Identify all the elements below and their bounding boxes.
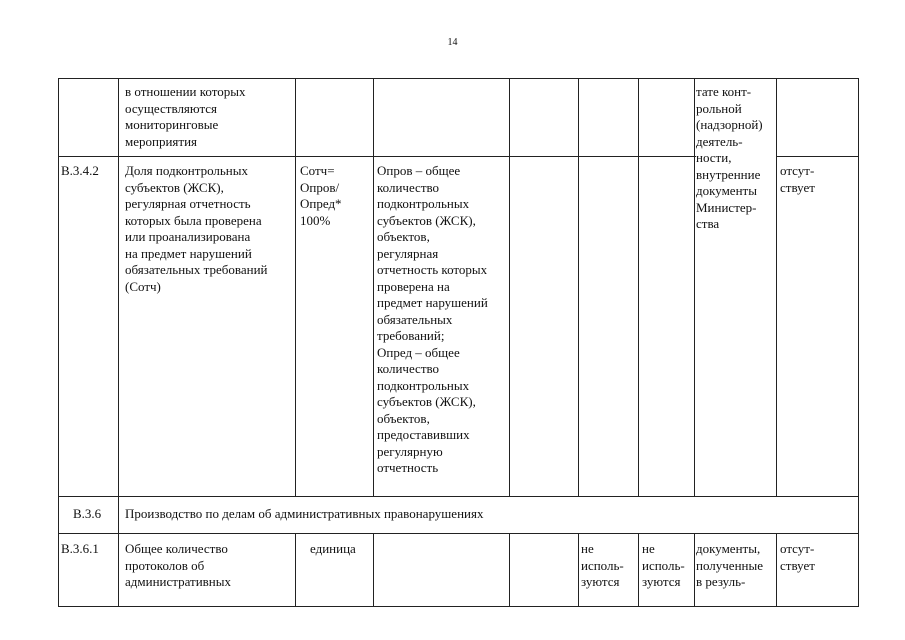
text-line: регулярную [377,443,443,459]
table-rule [776,533,777,607]
col6-cell [581,541,624,591]
text-line: Опред – общее [377,344,460,360]
text-line: административных [125,574,231,589]
table-rule [58,533,859,534]
table-rule [776,78,777,496]
row-code: В.3.4.2 [61,163,99,178]
text-line: зуются [581,574,620,589]
text-line: отсут- [780,541,815,556]
unit-cell: единица [310,541,356,556]
row-code: В.3.6 [73,506,102,521]
source-cell [696,541,763,591]
continuation-name-cell [125,84,246,150]
text-line: мониторинговые [125,117,219,132]
text-line: не [581,541,594,556]
text-line: ствует [780,179,815,195]
text-line: в отношении которых [125,84,246,99]
text-line: ствует [780,557,815,573]
text-line: исполь- [642,557,685,573]
text-line: субъектов (ЖСК), [125,179,224,195]
text-line: субъектов (ЖСК), [377,394,476,409]
table-rule [58,496,859,497]
table-rule [118,78,119,607]
table-rule [858,78,859,607]
text-line: в резуль- [696,574,746,589]
table-rule [373,78,374,496]
text-line: внутренние [696,166,761,182]
text-line: Опров/ [300,179,340,195]
text-line: Общее количество [125,541,228,556]
text-line: отчетность которых [377,262,488,277]
text-line: (надзорной) [696,117,763,132]
text-line: проверена на [377,278,450,294]
table-rule [638,78,639,496]
col7-cell [642,541,685,591]
text-line: отсут- [780,163,815,178]
text-line: 100% [300,212,331,228]
status-cell [780,163,815,196]
indicator-name-cell [125,163,267,295]
text-line: ства [696,216,720,231]
text-line: Министер- [696,199,757,215]
text-line: регулярная отчетность [125,196,251,211]
table-rule [578,533,579,607]
table-rule [295,78,296,496]
text-line: объектов, [377,410,430,426]
table-rule [58,78,859,79]
text-line: обязательных требований [125,262,268,277]
table-rule [58,78,59,607]
table-rule [638,533,639,607]
text-line: подконтрольных [377,377,470,393]
table-rule [58,606,859,607]
text-line: подконтрольных [377,196,470,211]
text-line: не [642,541,655,556]
table-rule [694,533,695,607]
page-number: 14 [447,37,458,48]
text-line: которых была проверена [125,212,262,228]
text-line: (Сотч) [125,278,161,294]
table-rule [777,156,859,157]
text-line: Опров – общее [377,163,461,178]
text-line: Доля подконтрольных [125,163,248,178]
text-line: количество [377,179,440,195]
text-line: на предмет нарушений [125,245,252,261]
indicators-table [58,78,859,607]
table-rule [694,78,695,496]
text-line: субъектов (ЖСК), [377,212,476,228]
table-rule [58,156,696,157]
definition-cell [377,163,488,477]
text-line: предмет нарушений [377,295,488,310]
text-line: или проанализирована [125,229,251,244]
formula-cell [300,163,342,229]
text-line: регулярная [377,245,439,261]
text-line: Опред* [300,196,342,211]
table-rule [509,78,510,496]
indicator-name-cell [125,541,231,591]
text-line: требований; [377,328,445,343]
table-rule [509,533,510,607]
text-line: документы, [696,541,761,556]
table-rule [295,533,296,607]
text-line: документы [696,183,757,198]
row-code: В.3.6.1 [61,541,99,556]
text-line: тате конт- [696,84,752,99]
text-line: Сотч= [300,163,335,178]
text-line: исполь- [581,557,624,573]
text-line: протоколов об [125,557,205,573]
text-line: осуществляются [125,100,218,116]
text-line: объектов, [377,229,430,244]
text-line: рольной [696,100,742,116]
text-line: обязательных [377,311,453,327]
text-line: отчетность [377,460,439,475]
text-line: зуются [642,574,681,589]
text-line: количество [377,361,440,376]
text-line: предоставивших [377,427,470,442]
table-rule [578,78,579,496]
status-cell [780,541,815,574]
section-title: Производство по делам об административных правонарушениях [125,506,484,521]
text-line: ности, [696,150,732,165]
text-line: мероприятия [125,133,198,149]
table-rule [373,533,374,607]
text-line: деятель- [696,133,743,149]
source-merged-cell [696,84,763,233]
text-line: полученные [696,557,763,573]
